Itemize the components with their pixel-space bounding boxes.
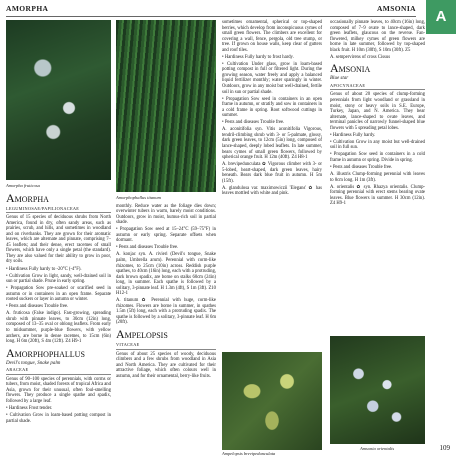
paragraph: A. sempervirens of cross Cissus [330,54,391,60]
paragraph: • Propagation Sow seed at 15–24°C (59–75°F) in autumn or early spring. Separate offsets when dormant. [116,227,216,244]
paragraph: • Pests and diseases Trouble free. [222,120,285,126]
amsonia-orientalis-photo [330,336,425,444]
photo-caption-amsonia: Amsonia orientalis [360,446,395,451]
paragraph: • Cultivation Grow in any moist but well-drained soil in full sun. [330,139,425,151]
page-number: 109 [439,444,450,452]
paragraph: A. konjac syn. A. rivieri (Devil's tongue, Snake palm, Umbrella arum). Perennial with corm-like rhizomes, to 25cm (10in) across. Reddish purple spathes, to 40cm (16in) long, each with a protruding, dark brown spadix, are borne on stalks 60cm (24in) long, in summer. Each spathe is followed by a solitary, 3-pinnate leaf. H 1.3m (4ft), S 1m (3ft). Z10 H12-1 [116,252,216,297]
paragraph: • Cultivation Grow in loam-based potting compost in partial shade. [6,413,111,424]
common-name: Blue star [330,76,349,82]
running-header [6,4,416,16]
paragraph: • Hardiness Fully hardy. [330,132,376,138]
paragraph: A. aconitifolia syn. Vitis aconitifolia Vigorous, tendril-climbing shrub with 3- or 5-palmate, glossy, dark green leaves, to 12cm (5in) long, composed of lance-shaped, deeply lobed leaflets. In late summer, bears cymes of small green flowers, followed by spherical orange fruit. H 12m (40ft). Z4 H8-1 [222,127,322,161]
header-right-guideword: AMSONIA [376,4,416,13]
paragraph: Genus of 15 species of deciduous shrubs from North America, found in dry, often sandy areas, such as prairies, scrub, and hills, and sometimes in woodland and on riverbanks. They are grown for their aromatic leaves, which are alternate and pinnate, comprising 7–45 leaflets; and their dense, erect racemes of small flowers, which have only a single petal (the standard). They are also valued for their ability to grow in poor, dry soils. [6,215,111,265]
entry-title-amsonia: Amsonia [330,61,371,76]
paragraph: occasionally pinnate leaves, to 40cm (16in) long, composed of 7–9 ovate to lance-shaped, dark green leaflets, glaucous on the reverse. Fan-flowered, milkey cymes of green flowers are borne in late summer, followed by top-shaped black fruit. H 10m (30ft), S 10m (30ft). Z5 [330,20,425,53]
paragraph: Genus of about 20 species of clump-forming perennials from light woodland or grassland in moist, stony or heavy soils in S.E. Europe, Turkey, Japan, and N. America. They bear alternate, lance-shaped to ovate leaves, and terminal panicles of narrowly funnel-shaped blue flowers with 5 spreading petal lobes. [330,92,425,131]
common-name: Devil's tongue, Snake palm [6,360,61,366]
paragraph: • Hardiness Fully hardy to -20°C (-4°F). [6,266,82,272]
entry-title-amorpha: Amorpha [6,190,49,205]
paragraph: • Pests and diseases Trouble free. [6,304,69,310]
column-4 [330,20,425,208]
paragraph: • Propagation Sow pre-soaked or scarified seed in autumn or in containers in an open frame. Separate rooted suckers or layer in autumn or winter. [6,286,111,303]
paragraph: A. glandulosa var. maximowiczii 'Elegans' ✿ has leaves mottled with white and pink. [222,185,322,197]
family-label: ARACEAE [6,367,111,375]
paragraph: sometimes ornamental, spherical or top-shaped berries, which develop from inconspicuous cymes of small green flowers. The climbers are excellent for covering a wall, fence, pergola, old tree stump, or tree. If grown on house walls, keep clear of gutters and roof tiles. [222,20,322,53]
paragraph: A. brevipedunculata ✿ Vigorous climber with 3- or 5-lobed, heart-shaped, dark green leaves, hairy beneath. Bears dark blue fruit in autumn. H 5m (15ft). [222,162,322,184]
family-label: APOCYNACEAE [330,83,425,91]
paragraph: • Hardiness Frost tender. [6,405,53,411]
paragraph: • Pests and diseases Trouble free. [116,245,179,251]
paragraph: Genus of about 25 species of woody, deciduous climbers and a few shrubs from woodland in Asia and North America. They are cultivated for their attractive foliage, which often colours well in autumn, and for their ornamental, berry-like fruits. [116,351,216,379]
amorpha-fruticosa-photo [6,20,111,180]
header-rule [6,16,416,17]
photo-caption: Amorphophallus titanum [116,195,161,200]
thumb-index-tab [426,0,456,34]
column-2 [116,194,216,381]
thumb-index-letter: A [435,8,447,25]
family-label: VITACEAE [116,342,216,350]
paragraph: • Cultivation Grow in light, sandy, well-drained soil in sun or partial shade. Prune in early spring. [6,273,111,285]
entry-title-amorphophallus: Amorphophallus [6,345,85,360]
column-3 [222,20,322,198]
photo-caption: Amorpha fruticosa [6,183,40,188]
margin-strip [426,34,456,456]
paragraph: A. titanum ✿ Perennial with huge, corm-like rhizomes. Flowers are borne in summer, in spathes 1.5m (5ft) long, each with a protruding spadix. The spathe is followed by a solitary, 3-pinnate leaf. H 6m (20ft). [116,298,216,326]
entry-title-ampelopsis: Ampelopsis [116,327,168,342]
paragraph: • Hardiness Fully hardy to frost hardy. [222,54,294,60]
paragraph: A. orientalis ✿ syn. Rhazya orientalis. Clump-forming perennial with erect stems bearing ovate leaves. Blue flowers in summer. H 30cm (12in). Z4 H9-1 [330,184,425,207]
paragraph: • Propagation Sow seed in containers in an open frame in autumn, or stratify and sow in containers in a cold frame in spring. Root softwood cuttings in summer. [222,96,322,119]
paragraph: monthly. Reduce water as the foliage dies down; overwinter tubers in warm, barely moist conditions. Outdoors, grow in moist, humus-rich soil in partial shade. [116,203,216,226]
family-label: LEGUMINOSAE/PAPILIONACEAE [6,206,111,214]
paragraph: • Propagation Sow seed in containers in a cold frame in autumn or spring. Divide in spring. [330,152,425,163]
paragraph: Genus of 90–100 species of perennials, with corms or tubers, from moist, shaded forests of tropical Africa and Asia, grown for their unusual, often foul-smelling flowers. They produce a single spathe and spadix, followed by a large leaf. [6,376,111,404]
paragraph: • Cultivation Under glass, grow in loam-based potting compost in full or filtered light. During the growing season, water freely and apply a balanced liquid fertilizer monthly; water sparingly in winter. Outdoors, grow in any moist but well-drained, fertile soil in sun or partial shade. [222,61,322,95]
paragraph: • Pests and diseases Trouble free. [330,164,393,170]
paragraph: A. fruticosa (False indigo). Fast-growing, spreading shrub with pinnate leaves, to 30cm (12in) long, composed of 13–35 oval or oblong leaflets. From early to midsummer, purple-blue flowers, with yellow anthers, are borne in dense racemes, to 15cm (6in) long. H 6m (20ft), S 4m (12ft). Z4 H9-1 [6,311,111,345]
column-1 [6,182,111,426]
header-left-guideword: AMORPHA [6,4,49,13]
photo-caption-ampelopsis: Ampelopsis brevipedunculata [222,451,276,456]
paragraph: A. illustris Clump-forming perennial with leaves to 8cm long. H 1m (3ft). [330,172,425,183]
ampelopsis-photo [222,352,322,450]
amorphophallus-titanum-photo [116,20,216,192]
